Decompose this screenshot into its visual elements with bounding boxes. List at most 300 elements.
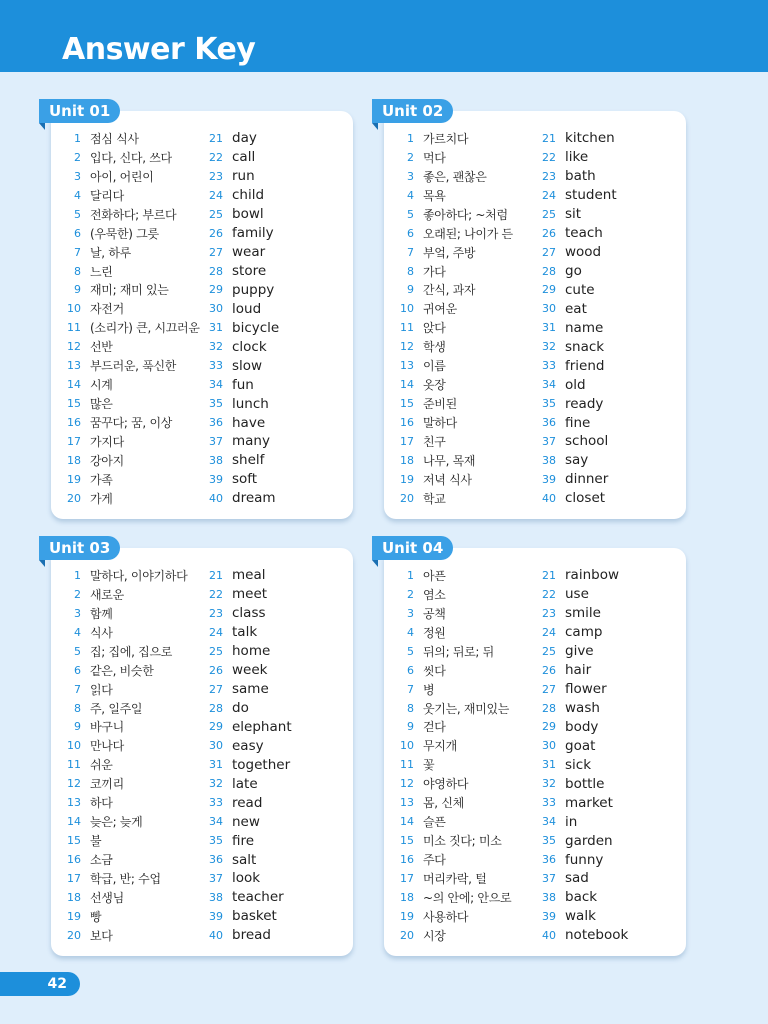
vocab-row — [203, 736, 292, 755]
korean-meaning: 친구 — [423, 434, 446, 449]
vocab-row — [398, 623, 511, 642]
vocab-row — [398, 318, 513, 337]
item-number: 21 — [209, 568, 223, 582]
vocab-row — [203, 718, 292, 737]
vocab-row — [65, 167, 200, 186]
korean-meaning: 좋은, 괜찮은 — [423, 169, 487, 184]
item-number: 18 — [67, 890, 81, 904]
english-word: fun — [232, 376, 254, 393]
item-number: 15 — [67, 834, 81, 848]
vocab-row — [536, 661, 628, 680]
item-number: 2 — [407, 150, 414, 164]
vocab-row — [536, 642, 628, 661]
item-number: 7 — [74, 682, 81, 696]
item-number: 6 — [407, 226, 414, 240]
page-title: Answer Key — [62, 32, 256, 67]
korean-meaning: 간식, 과자 — [423, 283, 476, 298]
item-number: 3 — [407, 169, 414, 183]
item-number: 10 — [400, 302, 414, 316]
item-number: 11 — [400, 758, 414, 772]
english-word: soft — [232, 471, 258, 488]
item-number: 11 — [67, 758, 81, 772]
korean-meaning: 꿈꾸다; 꿈, 이상 — [90, 416, 173, 431]
english-word: snack — [565, 338, 605, 355]
vocab-row — [203, 566, 292, 585]
item-number: 40 — [542, 491, 556, 505]
item-number: 29 — [542, 283, 556, 297]
item-number: 23 — [542, 606, 556, 620]
item-number: 19 — [400, 472, 414, 486]
korean-meaning: 식사 — [90, 625, 113, 640]
item-number: 16 — [400, 416, 414, 430]
unit-card — [49, 102, 353, 519]
english-column — [203, 566, 292, 945]
korean-meaning: 입다, 신다, 쓰다 — [90, 150, 172, 165]
vocab-row — [536, 755, 628, 774]
unit-card — [382, 102, 686, 519]
vocab-row — [65, 812, 187, 831]
vocab-row — [398, 186, 513, 205]
english-word: elephant — [232, 718, 292, 735]
vocab-row — [65, 489, 200, 508]
vocab-row — [536, 356, 617, 375]
item-number: 17 — [67, 871, 81, 885]
item-number: 7 — [74, 245, 81, 259]
vocab-row — [536, 413, 617, 432]
vocab-row — [536, 926, 628, 945]
vocab-row — [536, 470, 617, 489]
vocab-row — [398, 451, 513, 470]
vocab-row — [398, 167, 513, 186]
unit-label: Unit 02 — [372, 99, 453, 123]
item-number: 14 — [400, 815, 414, 829]
vocab-row — [536, 736, 628, 755]
vocab-row — [65, 470, 200, 489]
item-number: 3 — [407, 606, 414, 620]
item-number: 16 — [400, 853, 414, 867]
korean-meaning: 좋아하다; ~처럼 — [423, 207, 508, 222]
vocab-row — [65, 604, 187, 623]
vocab-row — [536, 489, 617, 508]
english-word: day — [232, 130, 257, 147]
vocab-row — [398, 718, 511, 737]
item-number: 18 — [400, 453, 414, 467]
vocab-row — [203, 699, 292, 718]
vocab-row — [203, 224, 279, 243]
vocab-row — [203, 375, 279, 394]
english-word: call — [232, 149, 256, 166]
vocab-row — [536, 451, 617, 470]
korean-column — [398, 129, 513, 508]
english-word: old — [565, 376, 586, 393]
english-word: have — [232, 414, 266, 431]
korean-meaning: 이름 — [423, 359, 446, 374]
vocab-row — [536, 318, 617, 337]
english-column — [536, 129, 617, 508]
item-number: 39 — [209, 472, 223, 486]
english-word: body — [565, 718, 599, 735]
english-word: teacher — [232, 889, 284, 906]
english-word: rainbow — [565, 567, 619, 584]
korean-meaning: 하다 — [90, 796, 113, 811]
vocab-row — [398, 205, 513, 224]
item-number: 5 — [407, 207, 414, 221]
vocab-row — [398, 680, 511, 699]
item-number: 26 — [209, 226, 223, 240]
item-number: 10 — [67, 302, 81, 316]
vocab-row — [398, 812, 511, 831]
item-number: 39 — [542, 909, 556, 923]
english-word: closet — [565, 490, 606, 507]
english-word: read — [232, 794, 263, 811]
vocab-row — [203, 888, 292, 907]
english-word: sick — [565, 756, 592, 773]
vocab-row — [65, 375, 200, 394]
english-word: together — [232, 756, 291, 773]
unit-card — [49, 539, 353, 956]
korean-meaning: 준비된 — [423, 397, 457, 412]
vocab-row — [65, 926, 187, 945]
vocab-row — [203, 243, 279, 262]
item-number: 34 — [542, 378, 556, 392]
item-number: 34 — [209, 378, 223, 392]
korean-meaning: 슬픈 — [423, 815, 446, 830]
vocab-row — [65, 774, 187, 793]
vocab-row — [65, 451, 200, 470]
item-number: 15 — [400, 834, 414, 848]
english-word: many — [232, 433, 270, 450]
vocab-row — [203, 869, 292, 888]
english-word: class — [232, 605, 266, 622]
english-word: bicycle — [232, 319, 280, 336]
english-word: hair — [565, 662, 592, 679]
vocab-row — [398, 642, 511, 661]
english-word: like — [565, 149, 589, 166]
english-word: sad — [565, 870, 589, 887]
item-number: 30 — [542, 739, 556, 753]
item-number: 23 — [209, 606, 223, 620]
english-word: goat — [565, 737, 596, 754]
english-word: store — [232, 263, 267, 280]
vocab-row — [536, 167, 617, 186]
page-number: 42 — [0, 972, 80, 996]
item-number: 1 — [74, 568, 81, 582]
vocab-row — [203, 907, 292, 926]
item-number: 38 — [209, 453, 223, 467]
vocab-row — [65, 394, 200, 413]
korean-meaning: 목욕 — [423, 188, 446, 203]
korean-meaning: 함께 — [90, 606, 113, 621]
english-word: bath — [565, 168, 596, 185]
korean-meaning: 말하다, 이야기하다 — [90, 568, 188, 583]
vocab-row — [203, 604, 292, 623]
vocab-row — [398, 281, 513, 300]
korean-meaning: 전화하다; 부르다 — [90, 207, 177, 222]
korean-meaning: 가르치다 — [423, 131, 469, 146]
item-number: 15 — [400, 397, 414, 411]
korean-meaning: 사용하다 — [423, 909, 469, 924]
korean-meaning: 새로운 — [90, 587, 124, 602]
english-word: talk — [232, 624, 258, 641]
vocab-row — [398, 356, 513, 375]
item-number: 3 — [74, 606, 81, 620]
vocab-row — [398, 243, 513, 262]
item-number: 10 — [400, 739, 414, 753]
vocab-row — [65, 129, 200, 148]
english-word: meal — [232, 567, 266, 584]
vocab-row — [65, 736, 187, 755]
vocab-row — [536, 869, 628, 888]
vocab-row — [203, 774, 292, 793]
vocab-row — [65, 413, 200, 432]
item-number: 1 — [407, 131, 414, 145]
item-number: 2 — [407, 587, 414, 601]
english-word: teach — [565, 225, 603, 242]
english-word: new — [232, 813, 260, 830]
vocab-row — [65, 869, 187, 888]
item-number: 22 — [209, 150, 223, 164]
item-number: 33 — [542, 359, 556, 373]
item-number: 30 — [209, 302, 223, 316]
korean-meaning: 가다 — [423, 264, 446, 279]
vocab-row — [65, 755, 187, 774]
korean-meaning: 소금 — [90, 853, 113, 868]
item-number: 25 — [542, 207, 556, 221]
korean-meaning: 불 — [90, 834, 102, 849]
korean-meaning: 주, 일주일 — [90, 701, 143, 716]
vocab-row — [536, 680, 628, 699]
english-word: look — [232, 870, 261, 887]
item-number: 6 — [74, 663, 81, 677]
item-number: 3 — [74, 169, 81, 183]
vocab-row — [398, 755, 511, 774]
item-number: 25 — [542, 644, 556, 658]
korean-meaning: 가게 — [90, 491, 113, 506]
korean-meaning: 나무, 목재 — [423, 453, 476, 468]
korean-meaning: 공책 — [423, 606, 446, 621]
english-word: child — [232, 187, 265, 204]
korean-meaning: 웃기는, 재미있는 — [423, 701, 510, 716]
english-column — [536, 566, 628, 945]
english-word: eat — [565, 300, 587, 317]
korean-meaning: 자전거 — [90, 302, 124, 317]
korean-meaning: 오래된; 나이가 든 — [423, 226, 513, 241]
korean-meaning: 코끼리 — [90, 777, 124, 792]
vocab-row — [203, 299, 279, 318]
vocab-row — [398, 869, 511, 888]
korean-meaning: 만나다 — [90, 739, 124, 754]
korean-meaning: 날, 하루 — [90, 245, 131, 260]
korean-column — [65, 566, 187, 945]
vocab-row — [536, 585, 628, 604]
english-word: dream — [232, 490, 276, 507]
vocab-row — [536, 718, 628, 737]
item-number: 12 — [67, 777, 81, 791]
item-number: 2 — [74, 150, 81, 164]
vocab-row — [536, 888, 628, 907]
item-number: 5 — [74, 644, 81, 658]
vocab-row — [65, 281, 200, 300]
item-number: 35 — [542, 397, 556, 411]
vocab-row — [398, 413, 513, 432]
korean-meaning: 주다 — [423, 853, 446, 868]
vocab-row — [536, 604, 628, 623]
item-number: 22 — [209, 587, 223, 601]
english-word: ready — [565, 395, 604, 412]
vocab-row — [536, 224, 617, 243]
english-word: same — [232, 681, 269, 698]
item-number: 34 — [209, 815, 223, 829]
korean-meaning: 걷다 — [423, 720, 446, 735]
vocab-row — [203, 148, 279, 167]
item-number: 25 — [209, 644, 223, 658]
vocab-row — [203, 926, 292, 945]
item-number: 39 — [209, 909, 223, 923]
vocab-row — [536, 337, 617, 356]
korean-meaning: 아픈 — [423, 568, 446, 583]
item-number: 24 — [542, 625, 556, 639]
item-number: 7 — [407, 245, 414, 259]
vocab-row — [398, 566, 511, 585]
vocab-row — [203, 337, 279, 356]
korean-meaning: 저녁 식사 — [423, 472, 472, 487]
item-number: 22 — [542, 587, 556, 601]
item-number: 30 — [209, 739, 223, 753]
vocab-row — [536, 907, 628, 926]
item-number: 32 — [542, 340, 556, 354]
item-number: 38 — [542, 890, 556, 904]
vocab-row — [203, 432, 279, 451]
vocab-row — [203, 129, 279, 148]
english-word: flower — [565, 681, 607, 698]
english-word: week — [232, 662, 268, 679]
vocab-row — [65, 680, 187, 699]
vocab-row — [203, 812, 292, 831]
vocab-row — [65, 243, 200, 262]
unit-label: Unit 04 — [372, 536, 453, 560]
item-number: 17 — [400, 871, 414, 885]
english-word: smile — [565, 605, 601, 622]
vocab-row — [536, 432, 617, 451]
korean-meaning: 시계 — [90, 378, 113, 393]
item-number: 4 — [74, 625, 81, 639]
english-column — [203, 129, 279, 508]
unit-card — [382, 539, 686, 956]
item-number: 20 — [67, 491, 81, 505]
korean-meaning: 강아지 — [90, 453, 124, 468]
english-word: shelf — [232, 452, 265, 469]
vocab-row — [398, 736, 511, 755]
item-number: 14 — [67, 815, 81, 829]
item-number: 5 — [407, 644, 414, 658]
english-word: fine — [565, 414, 591, 431]
english-word: market — [565, 794, 613, 811]
vocab-row — [203, 470, 279, 489]
english-word: clock — [232, 338, 267, 355]
item-number: 26 — [209, 663, 223, 677]
vocab-row — [65, 337, 200, 356]
vocab-row — [65, 585, 187, 604]
item-number: 20 — [400, 491, 414, 505]
korean-meaning: 머리카락, 털 — [423, 871, 487, 886]
item-number: 38 — [542, 453, 556, 467]
vocab-row — [65, 793, 187, 812]
korean-meaning: 쉬운 — [90, 758, 113, 773]
vocab-row — [203, 413, 279, 432]
korean-column — [398, 566, 511, 945]
item-number: 37 — [209, 434, 223, 448]
english-word: sit — [565, 206, 582, 223]
item-number: 31 — [542, 321, 556, 335]
english-word: name — [565, 319, 604, 336]
vocab-row — [536, 148, 617, 167]
vocab-row — [203, 585, 292, 604]
item-number: 36 — [542, 416, 556, 430]
item-number: 19 — [67, 472, 81, 486]
english-word: home — [232, 643, 271, 660]
item-number: 36 — [209, 853, 223, 867]
item-number: 19 — [400, 909, 414, 923]
item-number: 40 — [209, 491, 223, 505]
korean-meaning: 읽다 — [90, 682, 113, 697]
item-number: 8 — [407, 701, 414, 715]
vocab-row — [65, 907, 187, 926]
item-number: 29 — [542, 720, 556, 734]
vocab-row — [536, 262, 617, 281]
vocab-row — [398, 337, 513, 356]
korean-meaning: (우묵한) 그릇 — [90, 226, 159, 241]
vocab-row — [398, 489, 513, 508]
item-number: 9 — [74, 720, 81, 734]
english-word: wear — [232, 244, 266, 261]
vocab-row — [65, 356, 200, 375]
english-word: funny — [565, 851, 604, 868]
vocab-row — [203, 831, 292, 850]
korean-meaning: 정원 — [423, 625, 446, 640]
korean-meaning: 말하다 — [423, 416, 457, 431]
vocab-row — [398, 299, 513, 318]
item-number: 33 — [209, 359, 223, 373]
vocab-row — [65, 566, 187, 585]
english-word: walk — [565, 908, 596, 925]
item-number: 23 — [209, 169, 223, 183]
english-word: dinner — [565, 471, 609, 488]
item-number: 33 — [209, 796, 223, 810]
korean-meaning: 꽃 — [423, 758, 435, 773]
item-number: 35 — [209, 397, 223, 411]
english-word: wood — [565, 244, 602, 261]
item-number: 26 — [542, 226, 556, 240]
korean-meaning: (소리가) 큰, 시끄러운 — [90, 321, 200, 336]
item-number: 37 — [542, 871, 556, 885]
item-number: 37 — [209, 871, 223, 885]
english-word: school — [565, 433, 609, 450]
vocab-row — [203, 262, 279, 281]
item-number: 28 — [209, 701, 223, 715]
item-number: 28 — [209, 264, 223, 278]
korean-meaning: 미소 짓다; 미소 — [423, 834, 502, 849]
korean-meaning: 집; 집에, 집으로 — [90, 644, 173, 659]
item-number: 7 — [407, 682, 414, 696]
vocab-row — [398, 926, 511, 945]
english-word: loud — [232, 300, 262, 317]
vocab-row — [398, 831, 511, 850]
korean-meaning: 같은, 비슷한 — [90, 663, 154, 678]
korean-meaning: 귀여운 — [423, 302, 457, 317]
item-number: 12 — [400, 777, 414, 791]
korean-meaning: 빵 — [90, 909, 102, 924]
item-number: 9 — [407, 720, 414, 734]
